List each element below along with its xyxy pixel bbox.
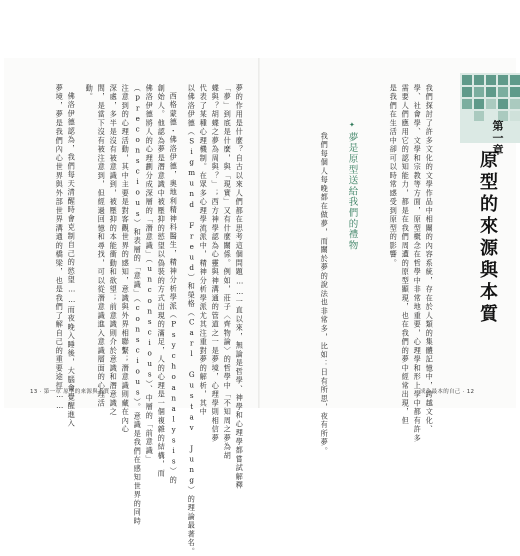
chapter-corner-pattern — [460, 73, 520, 143]
body-paragraph: 夢的作用是什麼？自古以來人們都在思考這個問題……一直以來，無論是哲學、神學和心理學都嘗試解釋 — [235, 84, 245, 491]
body-paragraph: 夢境，夢是我們內心世界與外部世界溝通的橋梁，也是我們了解自己的重要途徑…… — [55, 84, 65, 412]
body-paragraph: 我們探討了許多文化的文學作品中相關的內容系統，存在於人類的集體記憶中，跨越文化、 — [425, 84, 435, 434]
section-heading: 夢是原型送給我們的禮物 — [346, 132, 358, 251]
body-paragraph: 動。 — [85, 84, 95, 102]
body-paragraph: 佛洛伊德將人的心理劃分成深層的「潛意識」（unconscious）、中層的「前意識」 — [145, 84, 155, 465]
body-paragraph: 學、社會學、文學和宗教等方面，原型概念在哲學中非常地重要，心理學和形上學中都有許多 — [413, 84, 423, 443]
body-paragraph: 代表了某種心理機制。在眾多心理學流派中，精神分析學派尤其注重對夢的解析，其中 — [199, 84, 209, 417]
body-paragraph: 創始人。他認為夢是潛意識中被壓抑的慾望以偽裝的方式出現的滿足，人的心理是一個複雜的結構，而 — [157, 84, 167, 478]
chapter-title: 原型的來源與本質 — [477, 150, 498, 326]
body-paragraph: 我們每個人每晚都在做夢，而關於夢的說法也非常多，比如：日有所思，夜有所夢。 — [320, 132, 330, 456]
body-paragraph: 西格蒙德・佛洛伊德，奧地利精神科醫生，精神分析學派（Psychoanalysis）的 — [169, 92, 179, 485]
body-paragraph: 深處，多半是沒有被意識到，被壓抑的本能衝動和欲望；前意識則介於意識和潛意識之 — [109, 84, 119, 417]
body-paragraph: 間，是當下沒有被注意到，但經過回憶和尋找，可以從潛意識進入意識層面的心理活 — [97, 84, 107, 408]
left-page — [4, 58, 260, 408]
body-paragraph: （preconscious）和表層的「意識」（conscious）。意識是我們在感知世界的同時 — [133, 84, 143, 526]
body-paragraph: 需要人們應用它的認知能力，都是在我們周遭的原型顯現，也在我們的夢中經常出現，但 — [401, 84, 411, 426]
body-paragraph: 注意到的心理活動，其中主要是對客觀世界的感知，意識與外界相聯繫；潛意識則藏在內心 — [121, 84, 131, 434]
body-paragraph: 是我們在生活中卻可以時常感受到原型的影響。 — [389, 84, 399, 268]
body-paragraph: 蝶與？胡蝶之夢為周與？」；西方神學認為心靈與神溝通的管道之一是夢境，心理學則相信夢 — [211, 84, 221, 443]
right-page-footer: 成為最本的自己 · 12 — [420, 389, 475, 395]
body-paragraph: 佛洛伊德認為，我們每天清醒時會克制自己的慾望……而夜晚入睡後，大腦會覺醒進入 — [67, 92, 77, 429]
section-marker-icon: ✦ — [349, 121, 355, 129]
left-page-footer: 13 · 第一章 原型的來源與本質 — [30, 389, 110, 395]
chapter-label: 第一章 — [491, 120, 504, 156]
body-paragraph: 「夢」到底是什麼，與「現實」又有什麼關係。例如，莊子〈齊物論〉的哲學中「不知周之夢為胡 — [223, 84, 233, 461]
body-paragraph: 以佛洛伊德（Sigmund Freud）和榮格（Carl Gustav Jung）的理論最著名。 — [187, 84, 197, 556]
